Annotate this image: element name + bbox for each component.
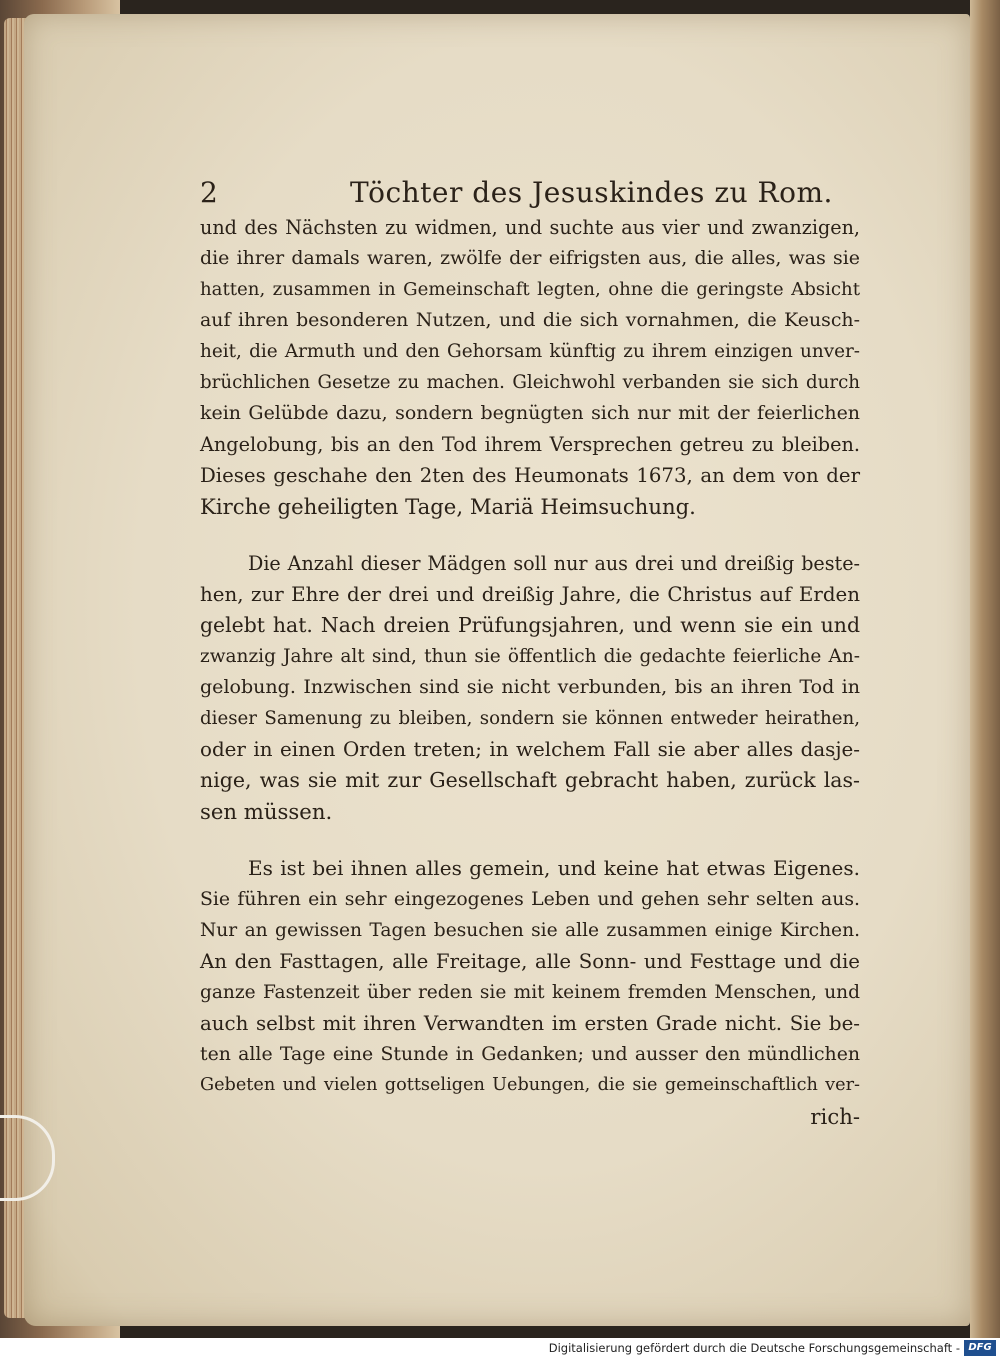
catchword: rich-	[810, 1104, 860, 1129]
text-line: Sie führen ein sehr eingezogenes Leben und gehen sehr selten aus.	[200, 889, 860, 910]
text-line: Kirche geheiligten Tage, Mariä Heimsuchung.	[200, 494, 696, 519]
page-number: 2	[200, 176, 218, 209]
text-line: hen, zur Ehre der drei und dreißig Jahre, die Christus auf Erden	[200, 583, 860, 606]
text-line: brüchlichen Gesetze zu machen. Gleichwohl verbanden sie sich durch	[200, 372, 860, 393]
dfg-logo: DFG	[964, 1340, 996, 1356]
paragraph-3	[200, 853, 860, 1101]
paragraph-gap	[200, 522, 860, 548]
text-line: ganze Fastenzeit über reden sie mit keinem fremden Menschen, und	[200, 982, 860, 1003]
text-line: Gebeten und vielen gottseligen Uebungen, die sie gemeinschaftlich ver-	[200, 1075, 860, 1095]
text-line: Die Anzahl dieser Mädgen soll nur aus drei und dreißig beste-	[248, 552, 860, 575]
text-line: zwanzig Jahre alt sind, thun sie öffentlich die gedachte feierliche An-	[200, 646, 860, 667]
paragraph-gap	[200, 827, 860, 853]
text-line: auf ihren besonderen Nutzen, und die sich vornahmen, die Keusch-	[200, 309, 860, 331]
body-text	[200, 212, 860, 1132]
paragraph-1	[200, 212, 860, 522]
text-line: kein Gelübde dazu, sondern begnügten sich nur mit der feierlichen	[200, 402, 860, 424]
text-line: sen müssen.	[200, 799, 333, 824]
digitization-footer	[0, 1338, 1000, 1359]
text-line: Angelobung, bis an den Tod ihrem Versprechen getreu zu bleiben.	[200, 433, 860, 456]
running-head	[200, 176, 860, 212]
text-line: dieser Samenung zu bleiben, sondern sie können entweder heirathen,	[200, 708, 860, 729]
book-right-edge	[970, 0, 1000, 1338]
text-line: An den Fasttagen, alle Freitage, alle Sonn- und Festtage und die	[200, 950, 860, 973]
text-line: oder in einen Orden treten; in welchem Fall sie aber alles dasje-	[200, 738, 860, 761]
text-line: heit, die Armuth und den Gehorsam künftig zu ihrem einzigen unver-	[200, 341, 860, 362]
text-line: gelebt hat. Nach dreien Prüfungsjahren, und wenn sie ein und	[200, 613, 860, 637]
text-line: gelobung. Inzwischen sind sie nicht verbunden, bis an ihren Tod in	[200, 676, 860, 698]
text-line: die ihrer damals waren, zwölfe der eifrigsten aus, die alles, was sie	[200, 247, 860, 269]
text-line: hatten, zusammen in Gemeinschaft legten, ohne die geringste Absicht	[200, 279, 860, 300]
text-line: nige, was sie mit zur Gesellschaft gebracht haben, zurück las-	[200, 768, 860, 792]
text-line: Dieses geschahe den 2ten des Heumonats 1673, an dem von der	[200, 464, 860, 487]
text-line: ten alle Tage eine Stunde in Gedanken; und ausser den mündlichen	[200, 1043, 860, 1065]
text-line: Es ist bei ihnen alles gemein, und keine hat etwas Eigenes.	[248, 856, 860, 880]
page-heading: Töchter des Jesuskindes zu Rom.	[350, 176, 833, 209]
text-line: auch selbst mit ihren Verwandten im ersten Grade nicht. Sie be-	[200, 1012, 860, 1035]
text-line: und des Nächsten zu widmen, und suchte aus vier und zwanzigen,	[200, 216, 860, 239]
text-line: Nur an gewissen Tagen besuchen sie alle zusammen einige Kirchen.	[200, 920, 860, 941]
paragraph-2	[200, 548, 860, 827]
funding-credit: Digitalisierung gefördert durch die Deutsche Forschungsgemeinschaft -	[548, 1341, 960, 1355]
